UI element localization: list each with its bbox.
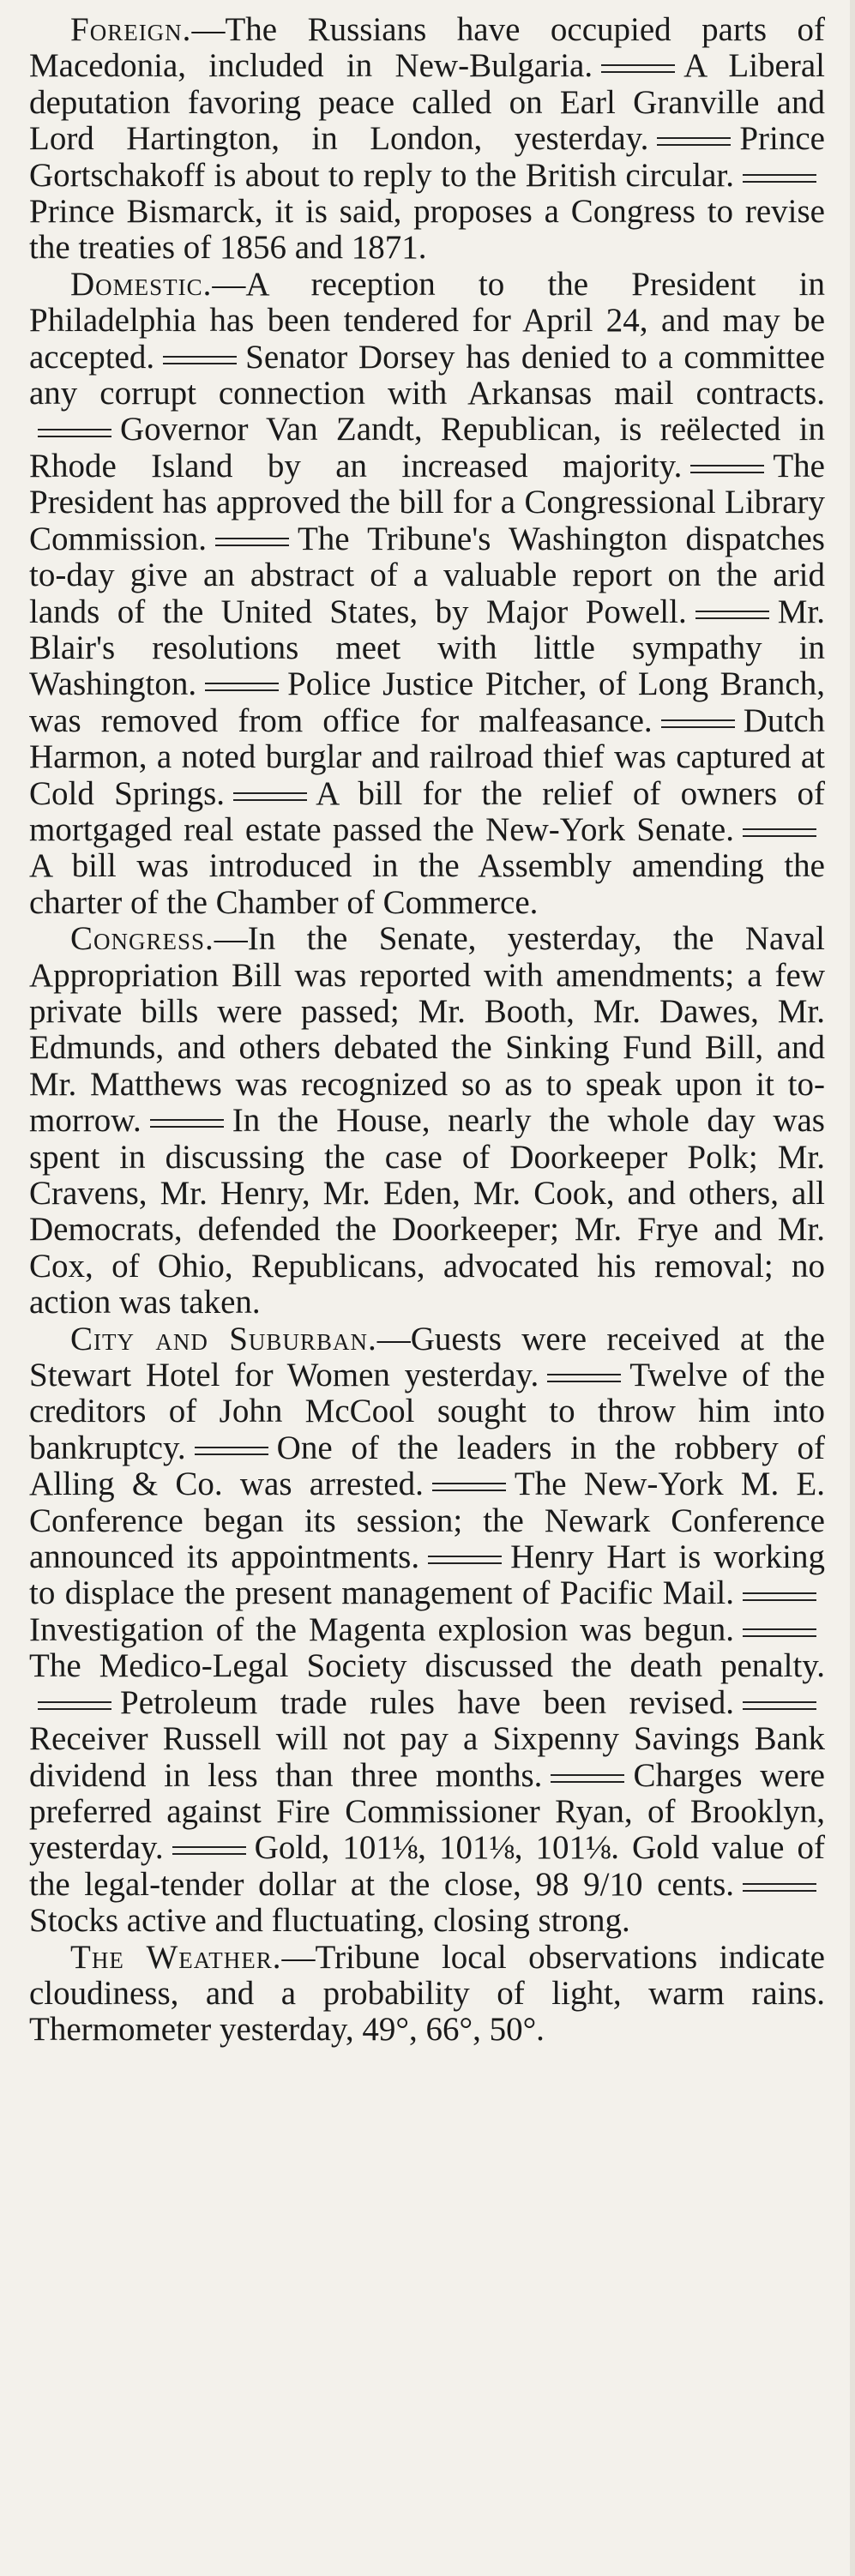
separator-rule <box>690 465 764 473</box>
news-item: Henry Hart is working to displace the present management of Pacific Mail. <box>29 1538 825 1612</box>
news-summary-column <box>29 12 825 2049</box>
news-item: —The Russians have occupied parts of Macedonia, included in New-Bulgaria. <box>29 11 825 85</box>
news-item: In the House, nearly the whole day was spent in discussing the case of Doorkeeper Polk; Mr. Cravens, Mr. Henry, Mr. Eden, Mr. Cook, and others, all Democrats, defended the Doorkeeper; Mr. Frye and Mr. Cox, of Ohio, Republicans, advocated his removal; no action was taken. <box>29 1102 825 1321</box>
separator-rule <box>547 1374 621 1382</box>
separator-rule <box>150 1119 224 1128</box>
separator-rule <box>432 1483 506 1491</box>
separator-rule <box>551 1774 624 1783</box>
separator-rule <box>601 64 675 73</box>
news-item: Twelve of the creditors of John McCool sought to throw him into bankruptcy. <box>29 1357 826 1466</box>
news-item: Dutch Harmon, a noted burglar and railroad thief was captured at Cold Springs. <box>29 701 825 812</box>
separator-rule <box>163 356 237 364</box>
separator-rule <box>743 1701 816 1710</box>
news-item: Prince Gortschakoff is about to reply to the British circular. <box>29 120 825 194</box>
section-heading: City and Suburban. <box>70 1320 377 1357</box>
news-item: A bill was introduced in the Assembly amending the charter of the Chamber of Commerce. <box>29 847 825 921</box>
paper-edge <box>850 0 855 2576</box>
news-item: Governor Van Zandt, Republican, is reëlected in Rhode Island by an increased majority. <box>29 411 825 485</box>
section-heading: Foreign. <box>70 11 192 48</box>
news-item: Gold, 101⅛, 101⅛, 101⅛. Gold value of the legal-tender dollar at the close, 98 9/10 cents. <box>29 1829 825 1903</box>
separator-rule <box>743 1883 816 1892</box>
separator-rule <box>695 611 769 619</box>
news-item: Petroleum trade rules have been revised. <box>120 1683 734 1721</box>
separator-rule <box>38 429 111 437</box>
section-heading: Congress. <box>70 920 214 958</box>
separator-rule <box>172 1846 246 1855</box>
separator-rule <box>743 174 816 183</box>
section-heading: Domestic. <box>70 265 213 303</box>
separator-rule <box>743 1628 816 1637</box>
separator-rule <box>233 792 307 801</box>
news-item: Senator Dorsey has denied to a committee any corrupt connection with Arkansas mail contracts. <box>29 338 825 412</box>
separator-rule <box>38 1701 111 1710</box>
news-item: Prince Bismarck, it is said, proposes a Congress to revise the treaties of 1856 and 1871. <box>29 193 825 267</box>
news-item: The President has approved the bill for a Congressional Library Commission. <box>29 447 825 557</box>
separator-rule <box>657 137 731 146</box>
separator-rule <box>743 1592 816 1601</box>
paragraph-foreign <box>29 12 825 267</box>
paragraph-domestic <box>29 267 825 921</box>
separator-rule <box>428 1556 502 1564</box>
news-item: A Liberal deputation favoring peace called on Earl Granville and Lord Hartington, in London, yesterday. <box>29 47 825 158</box>
news-item: The New-York M. E. Conference began its session; the Newark Conference announced its appointments. <box>29 1466 825 1576</box>
paragraph-weather <box>29 1940 825 2049</box>
separator-rule <box>205 683 279 691</box>
news-item: Charges were preferred against Fire Commissioner Ryan, of Brooklyn, yesterday. <box>29 1756 825 1867</box>
paragraph-congress <box>29 921 825 1321</box>
news-item: Mr. Blair's resolutions meet with little sympathy in Washington. <box>29 593 825 703</box>
news-item: —In the Senate, yesterday, the Naval Appropriation Bill was reported with amendments; a few private bills were passed; Mr. Booth, Mr. Dawes, Mr. Edmunds, and others debated the Sinking Fund Bill, and Mr. Matthews was recognized so as to speak upon it to-morrow. <box>29 920 825 1140</box>
news-item: A bill for the relief of owners of mortgaged real estate passed the New-York Senate. <box>29 774 825 848</box>
separator-rule <box>195 1447 268 1455</box>
news-item: Investigation of the Magenta explosion was begun. <box>29 1610 734 1648</box>
news-item: The Medico-Legal Society discussed the death penalty. <box>29 1647 825 1685</box>
separator-rule <box>743 828 816 837</box>
news-item: One of the leaders in the robbery of Alling & Co. was arrested. <box>29 1429 825 1503</box>
news-item: —Guests were received at the Stewart Hotel for Women yesterday. <box>29 1320 825 1394</box>
news-item: Stocks active and fluctuating, closing strong. <box>29 1902 630 1940</box>
news-item: Police Justice Pitcher, of Long Branch, was removed from office for malfeasance. <box>29 665 825 739</box>
news-item: Receiver Russell will not pay a Sixpenny Savings Bank dividend in less than three months. <box>29 1720 825 1794</box>
news-item: —A reception to the President in Philadelphia has been tendered for April 24, and may be accepted. <box>29 265 825 376</box>
news-item: The Tribune's Washington dispatches to-day give an abstract of a valuable report on the arid lands of the United States, by Major Powell. <box>29 520 825 630</box>
separator-rule <box>215 538 289 546</box>
section-heading: The Weather. <box>70 1938 282 1976</box>
separator-rule <box>661 719 735 728</box>
news-item: —Tribune local observations indicate cloudiness, and a probability of light, warm rains. Thermometer yesterday, 49°, 66°, 50°. <box>29 1938 825 2049</box>
paragraph-city-and-suburban <box>29 1321 825 1940</box>
